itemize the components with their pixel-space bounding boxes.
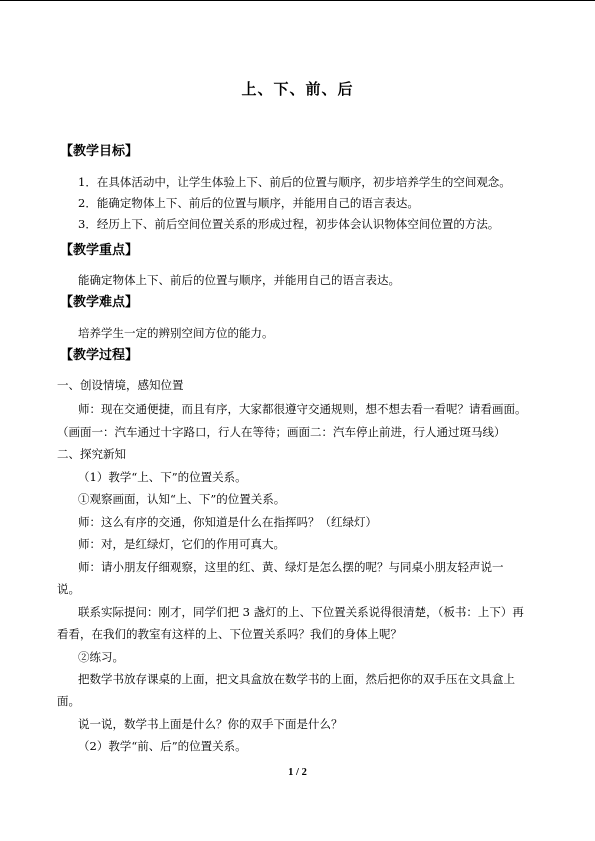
goal-item-2: 2．能确定物体上下、前后的位置与顺序，并能用自己的语言表达。 — [78, 196, 419, 210]
process-line: （2）教学“前、后”的位置关系。 — [78, 739, 247, 753]
process-line: 面。 — [57, 694, 80, 708]
goal-item-3: 3．经历上下、前后空间位置关系的形成过程，初步体会认识物体空间位置的方法。 — [78, 217, 500, 231]
process-line: （1）教学“上、下”的位置关系。 — [78, 470, 247, 484]
process-line: 二、探究新知 — [57, 447, 126, 461]
document-title: 上、下、前、后 — [241, 80, 354, 98]
top-rule — [0, 0, 595, 1]
process-line: 师：请小朋友仔细观察，这里的红、黄、绿灯是怎么摆的呢？与同桌小朋友轻声说一 — [78, 560, 504, 574]
process-line: 师：对，是红绿灯，它们的作用可真大。 — [78, 537, 285, 551]
process-heading: 【教学过程】 — [60, 348, 139, 363]
process-line: （画面一：汽车通过十字路口，行人在等待；画面二：汽车停止前进，行人通过斑马线） — [57, 425, 506, 439]
goal-item-1: 1．在具体活动中，让学生体验上下、前后的位置与顺序，初步培养学生的空间观念。 — [78, 175, 511, 189]
key-points-heading: 【教学重点】 — [60, 243, 139, 258]
process-line: 说一说，数学书上面是什么？你的双手下面是什么？ — [78, 717, 343, 731]
process-line: 师：这么有序的交通，你知道是什么在指挥吗？（红绿灯） — [78, 515, 377, 529]
process-line: 看看，在我们的教室有这样的上、下位置关系吗？我们的身体上呢？ — [57, 627, 402, 641]
process-line: 说。 — [57, 582, 80, 596]
process-line: ②练习。 — [78, 650, 124, 664]
process-line: 一、创设情境，感知位置 — [57, 378, 184, 392]
process-line: 师：现在交通便捷，而且有序，大家都很遵守交通规则，想不想去看一看呢？请看画面。 — [78, 402, 527, 416]
difficulties-heading: 【教学难点】 — [60, 295, 139, 310]
process-line: ①观察画面，认知“上、下”的位置关系。 — [78, 492, 286, 506]
page-number: 1 / 2 — [288, 767, 307, 778]
key-points-text: 能确定物体上下、前后的位置与顺序，并能用自己的语言表达。 — [78, 273, 400, 287]
difficulties-text: 培养学生一定的辨别空间方位的能力。 — [78, 326, 274, 340]
process-line: 把数学书放存课桌的上面，把文具盒放在数学书的上面，然后把你的双手压在文具盒上 — [78, 672, 515, 686]
process-line: 联系实际提问：刚才，同学们把 3 盏灯的上、下位置关系说得很清楚，（板书：上下）再 — [78, 605, 524, 619]
goals-heading: 【教学目标】 — [60, 144, 139, 159]
